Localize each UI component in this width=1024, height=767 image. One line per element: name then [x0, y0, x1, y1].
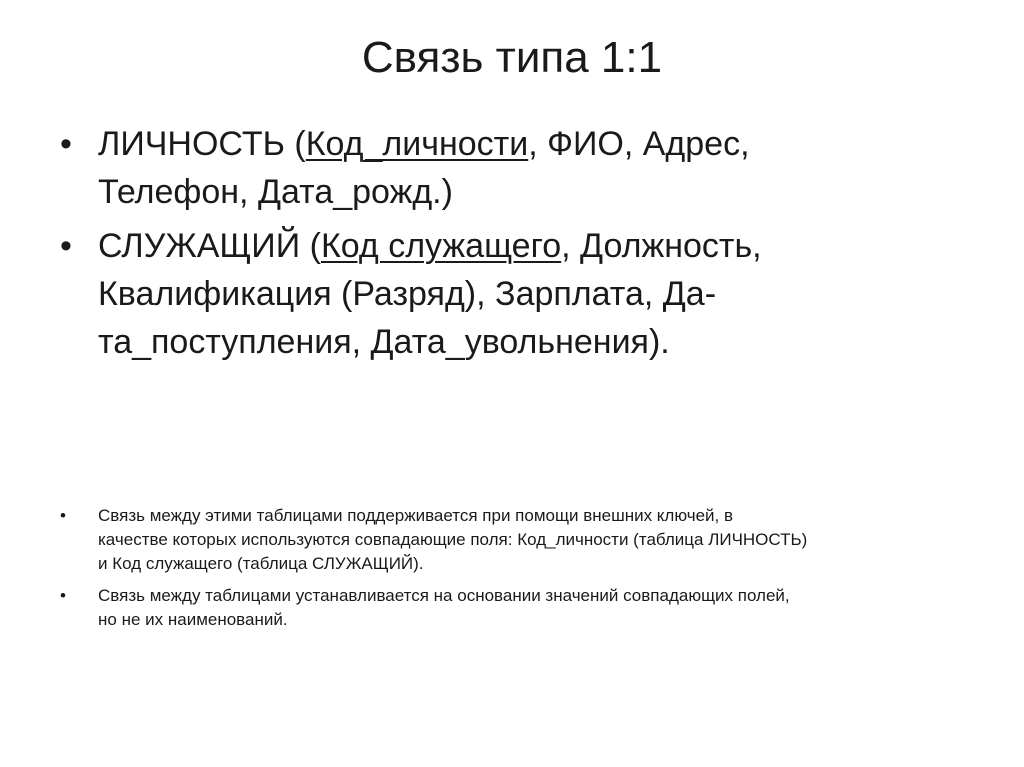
attributes-line2: Телефон, Дата_рожд.): [98, 173, 453, 211]
note-line: качестве которых используются совпадающие поля: Код_личности (таблица ЛИЧНОСТЬ): [98, 530, 808, 549]
note-item: [58, 584, 978, 632]
open-paren: (: [300, 227, 321, 265]
note-line: но не их наименований.: [98, 610, 288, 629]
attributes-line3: та_поступления, Дата_увольнения).: [98, 323, 670, 361]
slide-title: Связь типа 1:1: [361, 33, 663, 82]
note-line: Связь между этими таблицами поддерживается при помощи внешних ключей, в: [98, 506, 734, 525]
note-line: и Код служащего (таблица СЛУЖАЩИЙ).: [98, 554, 424, 573]
entity-name: ЛИЧНОСТЬ: [98, 125, 285, 163]
open-paren: (: [284, 125, 306, 163]
attributes-line2: Квалификация (Разряд), Зарплата, Да-: [98, 275, 717, 313]
attributes-line1: , ФИО, Адрес,: [528, 125, 750, 163]
bullet-icon: •: [60, 125, 72, 163]
note-item: [58, 504, 978, 576]
notes-list: [58, 504, 978, 640]
bullet-icon: •: [60, 586, 66, 605]
entity-name: СЛУЖАЩИЙ: [98, 227, 301, 265]
bullet-icon: •: [60, 506, 66, 525]
attributes-line1: , Должность,: [561, 227, 762, 265]
primary-key: Код_личности: [305, 125, 529, 163]
list-item-sluzhashchiy: [58, 222, 958, 366]
main-bullet-list: [58, 120, 958, 372]
note-line: Связь между таблицами устанавливается на основании значений совпадающих полей,: [98, 586, 790, 605]
list-item-lichnost: [58, 120, 958, 216]
primary-key: Код служащего: [320, 227, 562, 265]
bullet-icon: •: [60, 227, 72, 265]
